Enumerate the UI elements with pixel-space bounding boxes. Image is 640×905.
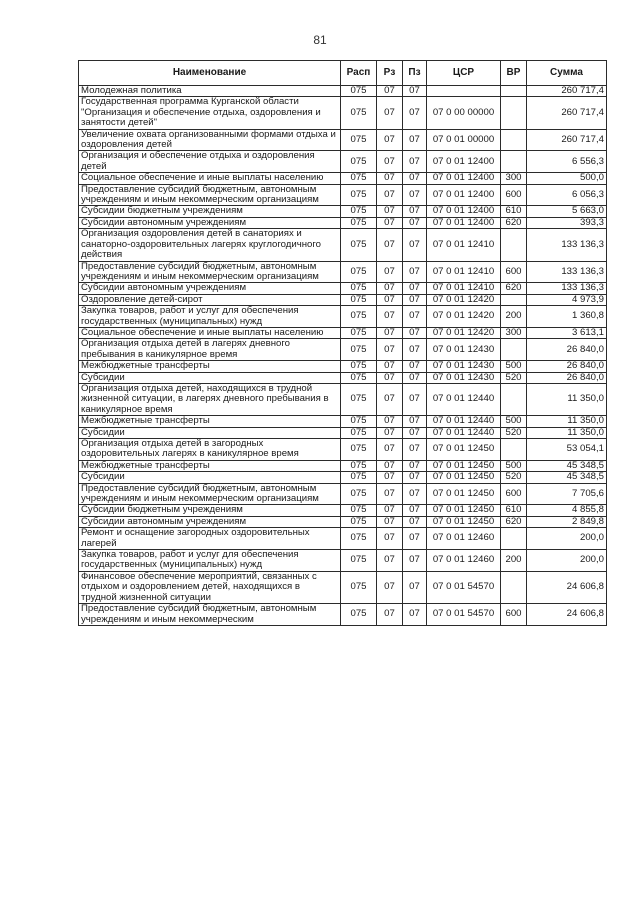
cell-sum: 6 556,3 [527, 151, 607, 173]
cell-csr: 07 0 01 12400 [427, 151, 501, 173]
cell-sum: 2 849,8 [527, 516, 607, 527]
cell-sum: 6 056,3 [527, 184, 607, 206]
table-row [79, 283, 607, 294]
cell-rz: 07 [377, 516, 403, 527]
table-row [79, 460, 607, 471]
cell-sum: 11 350,0 [527, 427, 607, 438]
cell-sum: 200,0 [527, 528, 607, 550]
table-row [79, 483, 607, 505]
cell-csr: 07 0 01 12460 [427, 550, 501, 572]
cell-name: Социальное обеспечение и иные выплаты населению [79, 327, 341, 338]
cell-rz: 07 [377, 604, 403, 626]
cell-vr: 620 [501, 217, 527, 228]
cell-rasp: 075 [341, 306, 377, 328]
cell-vr: 610 [501, 505, 527, 516]
cell-name: Субсидии [79, 372, 341, 383]
cell-vr: 300 [501, 327, 527, 338]
cell-vr [501, 528, 527, 550]
cell-pz: 07 [403, 261, 427, 283]
cell-csr: 07 0 01 12400 [427, 184, 501, 206]
cell-csr: 07 0 01 12440 [427, 416, 501, 427]
cell-name: Государственная программа Курганской области "Организация и обеспечение отдыха, оздоровления и занятости детей" [79, 97, 341, 129]
cell-pz: 07 [403, 361, 427, 372]
cell-pz: 07 [403, 472, 427, 483]
cell-vr [501, 151, 527, 173]
cell-csr: 07 0 01 12450 [427, 460, 501, 471]
cell-pz: 07 [403, 483, 427, 505]
column-header-name: Наименование [79, 61, 341, 86]
table-row [79, 86, 607, 97]
cell-pz: 07 [403, 327, 427, 338]
cell-rz: 07 [377, 528, 403, 550]
cell-vr: 600 [501, 261, 527, 283]
cell-name: Субсидии автономным учреждениям [79, 283, 341, 294]
cell-rz: 07 [377, 416, 403, 427]
cell-vr: 620 [501, 283, 527, 294]
cell-rasp: 075 [341, 283, 377, 294]
cell-csr: 07 0 00 00000 [427, 97, 501, 129]
cell-name: Социальное обеспечение и иные выплаты населению [79, 173, 341, 184]
cell-rz: 07 [377, 129, 403, 151]
cell-rz: 07 [377, 306, 403, 328]
cell-name: Оздоровление детей-сирот [79, 294, 341, 305]
cell-csr: 07 0 01 12450 [427, 472, 501, 483]
cell-rasp: 075 [341, 383, 377, 415]
cell-rz: 07 [377, 217, 403, 228]
table-row [79, 129, 607, 151]
cell-vr [501, 129, 527, 151]
cell-vr: 500 [501, 460, 527, 471]
cell-vr: 520 [501, 427, 527, 438]
table-row [79, 439, 607, 461]
table-row [79, 604, 607, 626]
table-row [79, 306, 607, 328]
cell-sum: 53 054,1 [527, 439, 607, 461]
table-row [79, 339, 607, 361]
cell-pz: 07 [403, 550, 427, 572]
cell-pz: 07 [403, 184, 427, 206]
cell-vr: 610 [501, 206, 527, 217]
cell-name: Организация оздоровления детей в санаториях и санаторно-оздоровительных лагерях круглогодичного действия [79, 229, 341, 261]
cell-name: Увеличение охвата организованными формами отдыха и оздоровления детей [79, 129, 341, 151]
cell-rasp: 075 [341, 460, 377, 471]
cell-rasp: 075 [341, 550, 377, 572]
table-row [79, 97, 607, 129]
cell-vr: 520 [501, 472, 527, 483]
table-row [79, 550, 607, 572]
cell-csr: 07 0 01 12450 [427, 483, 501, 505]
cell-rz: 07 [377, 206, 403, 217]
cell-pz: 07 [403, 217, 427, 228]
cell-pz: 07 [403, 206, 427, 217]
table-row [79, 472, 607, 483]
cell-csr: 07 0 01 12410 [427, 229, 501, 261]
cell-vr: 200 [501, 550, 527, 572]
cell-pz: 07 [403, 173, 427, 184]
cell-sum: 133 136,3 [527, 261, 607, 283]
cell-rz: 07 [377, 571, 403, 603]
cell-pz: 07 [403, 294, 427, 305]
cell-csr: 07 0 01 12430 [427, 339, 501, 361]
cell-csr: 07 0 01 12400 [427, 206, 501, 217]
cell-pz: 07 [403, 439, 427, 461]
cell-csr: 07 0 01 12400 [427, 173, 501, 184]
cell-sum: 45 348,5 [527, 472, 607, 483]
cell-rz: 07 [377, 327, 403, 338]
cell-sum: 11 350,0 [527, 416, 607, 427]
cell-pz: 07 [403, 427, 427, 438]
table-row [79, 327, 607, 338]
cell-pz: 07 [403, 516, 427, 527]
table-row [79, 571, 607, 603]
table-row [79, 361, 607, 372]
cell-name: Организация отдыха детей в лагерях дневного пребывания в каникулярное время [79, 339, 341, 361]
cell-sum: 1 360,8 [527, 306, 607, 328]
cell-vr [501, 383, 527, 415]
cell-vr: 620 [501, 516, 527, 527]
cell-rasp: 075 [341, 361, 377, 372]
cell-rasp: 075 [341, 472, 377, 483]
cell-csr: 07 0 01 12420 [427, 327, 501, 338]
column-header-csr: ЦСР [427, 61, 501, 86]
cell-sum: 26 840,0 [527, 361, 607, 372]
table-row [79, 261, 607, 283]
cell-rz: 07 [377, 460, 403, 471]
cell-sum: 11 350,0 [527, 383, 607, 415]
cell-sum: 200,0 [527, 550, 607, 572]
cell-csr: 07 0 01 12420 [427, 294, 501, 305]
cell-pz: 07 [403, 86, 427, 97]
column-header-sum: Сумма [527, 61, 607, 86]
cell-csr: 07 0 01 12430 [427, 361, 501, 372]
cell-pz: 07 [403, 372, 427, 383]
cell-rz: 07 [377, 427, 403, 438]
cell-pz: 07 [403, 528, 427, 550]
cell-vr: 500 [501, 361, 527, 372]
cell-sum: 500,0 [527, 173, 607, 184]
table-row [79, 206, 607, 217]
table-row [79, 151, 607, 173]
cell-name: Организация и обеспечение отдыха и оздоровления детей [79, 151, 341, 173]
cell-rz: 07 [377, 439, 403, 461]
cell-sum: 260 717,4 [527, 129, 607, 151]
cell-rz: 07 [377, 339, 403, 361]
cell-vr [501, 339, 527, 361]
cell-vr [501, 439, 527, 461]
cell-sum: 133 136,3 [527, 229, 607, 261]
cell-csr: 07 0 01 12430 [427, 372, 501, 383]
cell-rasp: 075 [341, 173, 377, 184]
cell-rz: 07 [377, 283, 403, 294]
cell-rasp: 075 [341, 206, 377, 217]
cell-pz: 07 [403, 229, 427, 261]
cell-pz: 07 [403, 151, 427, 173]
cell-rasp: 075 [341, 184, 377, 206]
cell-rz: 07 [377, 261, 403, 283]
cell-csr: 07 0 01 12450 [427, 516, 501, 527]
cell-sum: 393,3 [527, 217, 607, 228]
cell-name: Субсидии бюджетным учреждениям [79, 505, 341, 516]
table-row [79, 372, 607, 383]
cell-rasp: 075 [341, 372, 377, 383]
cell-rz: 07 [377, 383, 403, 415]
cell-rasp: 075 [341, 217, 377, 228]
cell-pz: 07 [403, 460, 427, 471]
cell-csr: 07 0 01 12450 [427, 439, 501, 461]
cell-rasp: 075 [341, 571, 377, 603]
cell-rasp: 075 [341, 151, 377, 173]
cell-rasp: 075 [341, 439, 377, 461]
table-header-row [79, 61, 607, 86]
cell-pz: 07 [403, 604, 427, 626]
cell-csr: 07 0 01 12420 [427, 306, 501, 328]
cell-rz: 07 [377, 97, 403, 129]
cell-sum: 4 973,9 [527, 294, 607, 305]
table-row [79, 505, 607, 516]
cell-name: Организация отдыха детей, находящихся в трудной жизненной ситуации, в лагерях дневного пребывания в каникулярное время [79, 383, 341, 415]
cell-name: Субсидии бюджетным учреждениям [79, 206, 341, 217]
cell-rz: 07 [377, 184, 403, 206]
cell-rz: 07 [377, 229, 403, 261]
page-number: 81 [313, 33, 327, 47]
cell-rasp: 075 [341, 505, 377, 516]
cell-csr [427, 86, 501, 97]
table-row [79, 173, 607, 184]
cell-name: Субсидии [79, 472, 341, 483]
cell-vr: 520 [501, 372, 527, 383]
cell-csr: 07 0 01 00000 [427, 129, 501, 151]
cell-pz: 07 [403, 283, 427, 294]
cell-sum: 26 840,0 [527, 372, 607, 383]
cell-rasp: 075 [341, 528, 377, 550]
cell-vr [501, 229, 527, 261]
cell-sum: 5 663,0 [527, 206, 607, 217]
cell-vr [501, 571, 527, 603]
cell-name: Субсидии автономным учреждениям [79, 516, 341, 527]
cell-rasp: 075 [341, 483, 377, 505]
cell-name: Закупка товаров, работ и услуг для обеспечения государственных (муниципальных) нужд [79, 306, 341, 328]
cell-vr [501, 294, 527, 305]
cell-vr [501, 97, 527, 129]
cell-rasp: 075 [341, 516, 377, 527]
cell-sum: 7 705,6 [527, 483, 607, 505]
cell-sum: 133 136,3 [527, 283, 607, 294]
cell-rz: 07 [377, 550, 403, 572]
cell-rz: 07 [377, 86, 403, 97]
cell-rz: 07 [377, 372, 403, 383]
cell-name: Организация отдыха детей в загородных оздоровительных лагерях в каникулярное время [79, 439, 341, 461]
cell-name: Финансовое обеспечение мероприятий, связанных с отдыхом и оздоровлением детей, находящихся в трудной жизненной ситуации [79, 571, 341, 603]
cell-vr: 200 [501, 306, 527, 328]
cell-rasp: 075 [341, 416, 377, 427]
cell-rz: 07 [377, 173, 403, 184]
cell-csr: 07 0 01 12440 [427, 383, 501, 415]
cell-csr: 07 0 01 54570 [427, 604, 501, 626]
cell-name: Ремонт и оснащение загородных оздоровительных лагерей [79, 528, 341, 550]
column-header-rasp: Расп [341, 61, 377, 86]
column-header-pz: Пз [403, 61, 427, 86]
cell-name: Предоставление субсидий бюджетным, автономным учреждениям и иным некоммерческим организациям [79, 483, 341, 505]
cell-csr: 07 0 01 12410 [427, 261, 501, 283]
cell-csr: 07 0 01 12460 [427, 528, 501, 550]
cell-name: Межбюджетные трансферты [79, 416, 341, 427]
cell-name: Субсидии автономным учреждениям [79, 217, 341, 228]
cell-vr [501, 86, 527, 97]
cell-pz: 07 [403, 571, 427, 603]
column-header-vr: ВР [501, 61, 527, 86]
cell-rasp: 075 [341, 327, 377, 338]
cell-rasp: 075 [341, 427, 377, 438]
cell-sum: 260 717,4 [527, 86, 607, 97]
cell-name: Субсидии [79, 427, 341, 438]
cell-vr: 500 [501, 416, 527, 427]
table-row [79, 427, 607, 438]
cell-rz: 07 [377, 505, 403, 516]
cell-name: Межбюджетные трансферты [79, 460, 341, 471]
cell-rasp: 075 [341, 261, 377, 283]
cell-pz: 07 [403, 339, 427, 361]
cell-vr: 300 [501, 173, 527, 184]
cell-rasp: 075 [341, 97, 377, 129]
table-row [79, 416, 607, 427]
cell-csr: 07 0 01 12440 [427, 427, 501, 438]
cell-sum: 26 840,0 [527, 339, 607, 361]
cell-csr: 07 0 01 54570 [427, 571, 501, 603]
cell-rasp: 075 [341, 604, 377, 626]
cell-name: Молодежная политика [79, 86, 341, 97]
cell-name: Предоставление субсидий бюджетным, автономным учреждениям и иным некоммерческим организациям [79, 184, 341, 206]
cell-name: Предоставление субсидий бюджетным, автономным учреждениям и иным некоммерческим организациям [79, 261, 341, 283]
cell-name: Закупка товаров, работ и услуг для обеспечения государственных (муниципальных) нужд [79, 550, 341, 572]
cell-sum: 4 855,8 [527, 505, 607, 516]
table-row [79, 516, 607, 527]
cell-csr: 07 0 01 12450 [427, 505, 501, 516]
column-header-rz: Рз [377, 61, 403, 86]
cell-pz: 07 [403, 97, 427, 129]
cell-vr: 600 [501, 604, 527, 626]
table-row [79, 184, 607, 206]
table-row [79, 229, 607, 261]
cell-sum: 3 613,1 [527, 327, 607, 338]
budget-table [78, 60, 607, 626]
cell-vr: 600 [501, 184, 527, 206]
cell-rasp: 075 [341, 229, 377, 261]
cell-rasp: 075 [341, 86, 377, 97]
table-body [79, 86, 607, 626]
cell-rasp: 075 [341, 129, 377, 151]
cell-rasp: 075 [341, 339, 377, 361]
table-row [79, 528, 607, 550]
cell-name: Межбюджетные трансферты [79, 361, 341, 372]
cell-sum: 24 606,8 [527, 604, 607, 626]
cell-sum: 260 717,4 [527, 97, 607, 129]
cell-sum: 45 348,5 [527, 460, 607, 471]
cell-rasp: 075 [341, 294, 377, 305]
cell-pz: 07 [403, 129, 427, 151]
cell-rz: 07 [377, 361, 403, 372]
cell-pz: 07 [403, 505, 427, 516]
cell-pz: 07 [403, 416, 427, 427]
cell-rz: 07 [377, 294, 403, 305]
table-row [79, 383, 607, 415]
cell-csr: 07 0 01 12400 [427, 217, 501, 228]
cell-csr: 07 0 01 12410 [427, 283, 501, 294]
cell-pz: 07 [403, 306, 427, 328]
table-row [79, 217, 607, 228]
cell-rz: 07 [377, 151, 403, 173]
table-row [79, 294, 607, 305]
cell-name: Предоставление субсидий бюджетным, автономным учреждениям и иным некоммерческим [79, 604, 341, 626]
cell-rz: 07 [377, 483, 403, 505]
cell-rz: 07 [377, 472, 403, 483]
cell-pz: 07 [403, 383, 427, 415]
cell-vr: 600 [501, 483, 527, 505]
cell-sum: 24 606,8 [527, 571, 607, 603]
